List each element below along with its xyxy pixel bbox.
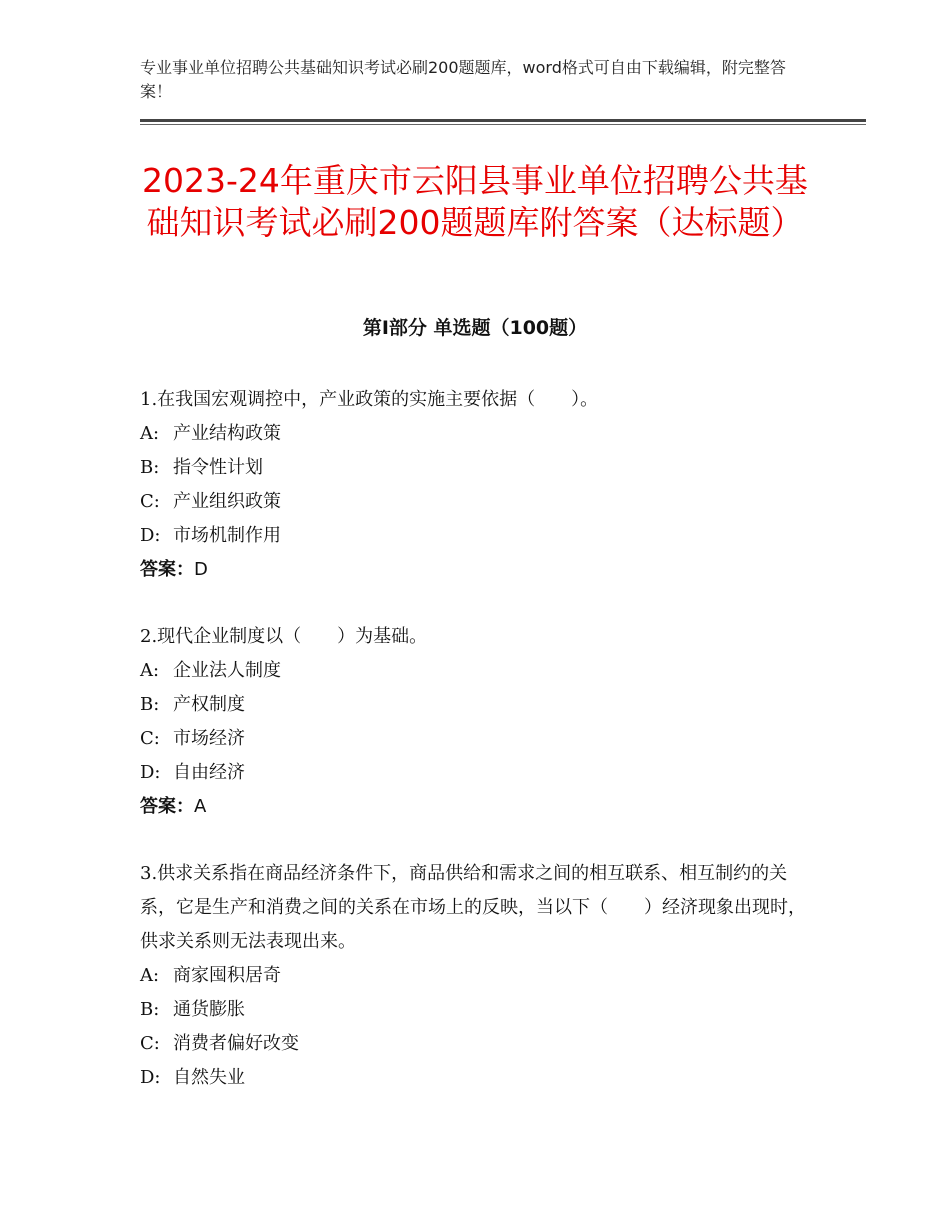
option-text: 自由经济 [173,762,245,783]
question-2 [140,620,820,824]
option-a [140,959,820,993]
option-text: 企业法人制度 [173,660,281,681]
option-c [140,722,820,756]
option-d [140,1061,820,1095]
option-text: 消费者偏好改变 [173,1033,299,1054]
option-b [140,993,820,1027]
option-a [140,417,820,451]
option-key: A: [140,660,160,681]
section-heading: 第Ⅰ部分 单选题（100题） [362,317,588,339]
option-c [140,485,820,519]
option-key: D: [140,762,161,783]
option-key: D: [140,525,161,546]
question-1 [140,383,820,587]
option-key: A: [140,965,160,986]
answer-value: D [194,559,208,580]
option-d [140,756,820,790]
option-key: B: [140,694,160,715]
answer-label: 答案： [140,559,194,580]
option-text: 通货膨胀 [173,999,245,1020]
header-note: 专业事业单位招聘公共基础知识考试必刷200题题库，word格式可自由下载编辑，附完整答案！ [140,58,786,101]
option-text: 市场机制作用 [173,525,281,546]
option-text: 指令性计划 [173,457,263,478]
question-list [140,383,820,1128]
option-text: 产权制度 [173,694,245,715]
option-text: 产业组织政策 [173,491,281,512]
option-b [140,688,820,722]
option-b [140,451,820,485]
option-text: 市场经济 [173,728,245,749]
option-key: C: [140,728,160,749]
question-3 [140,857,820,1095]
option-key: C: [140,491,160,512]
option-key: A: [140,423,160,444]
option-text: 商家囤积居奇 [173,965,281,986]
answer-value: A [194,796,207,817]
document-title: 2023-24年重庆市云阳县事业单位招聘公共基础知识考试必刷200题题库附答案（达标题） [142,161,808,242]
header-rule-thin [140,124,866,125]
option-a [140,654,820,688]
option-c [140,1027,820,1061]
header-rule-thick [140,119,866,122]
answer-label: 答案： [140,796,194,817]
answer-line [140,553,820,587]
option-d [140,519,820,553]
option-key: C: [140,1033,160,1054]
option-text: 产业结构政策 [173,423,281,444]
option-text: 自然失业 [173,1067,245,1088]
answer-line [140,790,820,824]
question-stem: 1.在我国宏观调控中，产业政策的实施主要依据（ ）。 [140,389,599,410]
option-key: B: [140,999,160,1020]
question-stem: 2.现代企业制度以（ ）为基础。 [140,626,428,647]
question-stem: 3.供求关系指在商品经济条件下，商品供给和需求之间的相互联系、相互制约的关系，它是生产和消费之间的关系在市场上的反映，当以下（ ）经济现象出现时，供求关系则无法表现出来。 [140,863,806,952]
option-key: D: [140,1067,161,1088]
option-key: B: [140,457,160,478]
